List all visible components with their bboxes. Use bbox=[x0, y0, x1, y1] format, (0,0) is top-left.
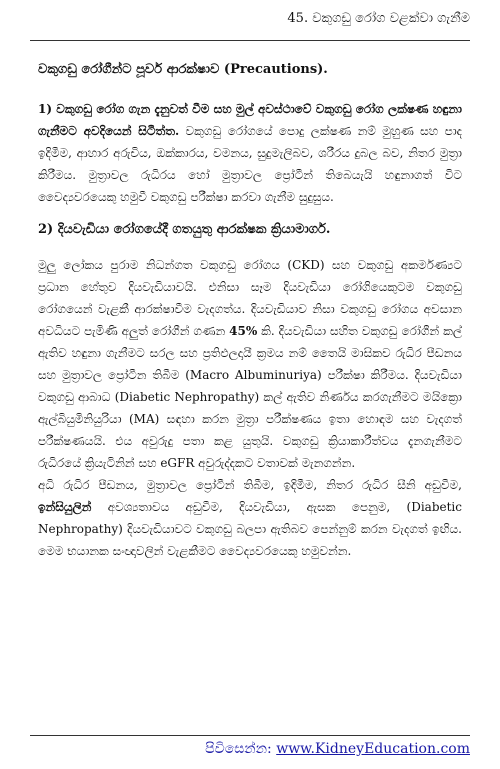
section-title: වකුගඩු රෝගීන්ට පූර්ව ආරක්ෂාව (Precautions). bbox=[38, 62, 328, 77]
paragraph-awareness-body: වකුගඩු රෝගයේ පොදු ලක්ෂණ නම් මුහුණ සහ පාද ඉදිමීම, ආහාර අරුචිය, ඔක්කාරය, වමනය, සුදුමැලිබව, ශරීරය දුබල බව, නිතර මුත්‍රා කිරීමය. මුත්‍රාවල රුධිරය හෝ මුත්‍රාවල ප්‍රෝටීන් තිබෙයැයි හඳුනාගත් විට වෛද්‍යවරයෙකු හමුවී වකුගඩු පරීක්ෂා කරවා ගැනීම සුදුසුය. bbox=[38, 124, 462, 204]
website-link[interactable]: www.KidneyEducation.com bbox=[276, 741, 470, 757]
insulin-term: ඉන්සියුලින් bbox=[38, 500, 92, 514]
percentage-figure: 45% bbox=[229, 324, 258, 338]
paragraph-awareness bbox=[38, 98, 462, 208]
page-header: 45. වකුගඩු රෝග වළක්වා ගැනීම bbox=[287, 11, 470, 26]
paragraph-warning-text1: අධි රුධිර පීඩනය, මුත්‍රාවල ප්‍රෝටීන් තිබීම, ඉදිමීම, නිතර රුධිර සීනි අඩුවීම, bbox=[38, 478, 462, 492]
page-footer bbox=[30, 738, 470, 760]
section2-title: 2) දියවැඩියා රෝගයේදී ගතයුතු ආරක්ෂක ක්‍රියාමාර්ග. bbox=[38, 222, 331, 237]
header-divider bbox=[30, 40, 470, 41]
paragraph-warning-signs bbox=[38, 474, 462, 562]
document-body bbox=[38, 60, 462, 562]
paragraph-diabetes-text1: මුලු ලෝකය පුරාම නිධන්ගත වකුගඩු රෝගය (CKD) සහ වකුගඩු අකර්මණ්‍යට ප්‍රධාන හේතුව දියවැඩියාවයි. එනිසා සෑම දියවැඩියා රෝගියෙකුටම වකුගඩු රෝගයෙන් වැළකී ආරක්ෂාවීම වැදගත්ය. දියවැඩියාව නිසා වකුගඩු රෝගය අවසාන අවධියට පැමිණි අලුත් රෝගීන් ගණන bbox=[38, 258, 462, 338]
paragraph-awareness-heading: 1) වකුගඩු රෝග ගැන දැනුවත් වීම සහ මුල් අවස්ථාවේ වකුගඩු රෝග ලක්ෂණ හඳුනා ගැනීමට අවදියෙන් සිටීත්ත. bbox=[38, 102, 462, 138]
footer-label: පිවිසෙන්න: bbox=[205, 741, 272, 757]
paragraph-diabetes-text2: කි. දියවැඩියා සහිත වකුගඩු රෝගීන් කල් ඇතිව හඳුනා ගැනීමට සරල සහ ප්‍රතිඵලදායී ක්‍රමය නම් තෛයි මාසිකව රුධිර පීඩනය සහ මුත්‍රාවල ප්‍රෝටීන තිබීම (Macro Albuminuriya) පරීක්ෂා කිරීමය. දියවැඩියා වකුගඩු ආබාධ (Diabetic Nephropathy) කල් ඇතිව නිර්ණය කරගැනීමට මයික්‍රො ඇල්බියුමිනියුරියා (MA) සඳහා කරන මුත්‍රා පරීක්ෂණය ඉතා හොඳම සහ වැදගත් පරීක්ෂණයයි. එය අවුරුදු පතා කළ යුතුයි. වකුගඩු ක්‍රියාකාරීත්වය දැනගැනීමට රුධිරයේ ක්‍රියැටිනින් සහ eGFR අවුරුද්දකට වතාවක් මැනගන්න. bbox=[38, 324, 462, 470]
footer-divider bbox=[30, 735, 470, 736]
paragraph-warning-text2: අවශ්‍යතාවය අඩුවීම, දියවැඩියා, ඇසක පෙනුම, (Diabetic Nephropathy) දියවැඩියාවට වකුගඩු බලපා ඇතිබව පෙන්නුම් කරන වැදගත් ඉඟිය. මෙම භයානක සංඥාවලින් වැළකීමට වෛද්‍යවරයෙකු හමුවන්න. bbox=[38, 500, 462, 558]
paragraph-diabetes bbox=[38, 254, 462, 474]
